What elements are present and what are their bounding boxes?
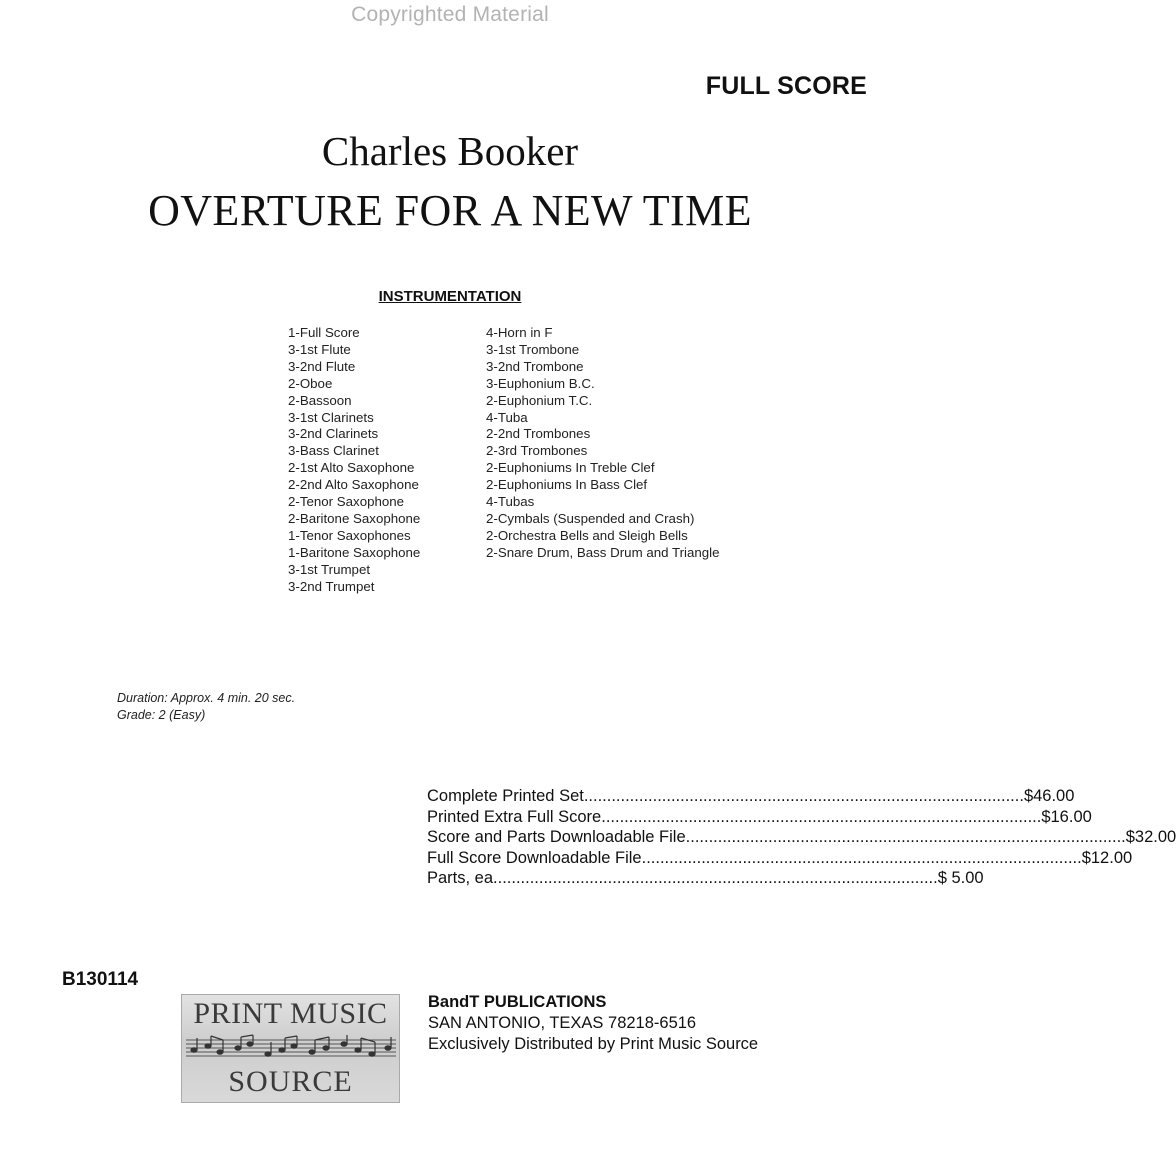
instrument-item: 2-Euphoniums In Treble Clef bbox=[486, 460, 655, 476]
instrument-item: 1-Tenor Saxophones bbox=[288, 527, 411, 543]
price-value: $32.00 bbox=[1125, 828, 1176, 847]
instrument-item: 3-1st Trombone bbox=[486, 341, 580, 357]
price-label: Printed Extra Full Score bbox=[427, 807, 602, 826]
leader-dots: ................................................................................................ bbox=[685, 828, 1126, 847]
instrument-item: 4-Horn in F bbox=[486, 325, 553, 340]
leader-dots: ................................................................................................ bbox=[583, 787, 1024, 805]
duration-text: Duration: Approx. 4 min. 20 sec. bbox=[117, 691, 296, 705]
instrument-item: 2-3rd Trombones bbox=[486, 443, 588, 459]
grade-text: Grade: 2 (Easy) bbox=[117, 708, 206, 722]
instrument-item: 4-Tubas bbox=[486, 494, 535, 510]
performance-info bbox=[117, 690, 295, 724]
instrument-item: 3-2nd Flute bbox=[288, 358, 356, 374]
instrument-item: 3-Bass Clarinet bbox=[288, 443, 379, 459]
price-label: Score and Parts Downloadable File bbox=[427, 828, 686, 847]
instrument-item: 2-Oboe bbox=[288, 375, 333, 391]
price-value: $46.00 bbox=[1023, 787, 1075, 805]
instrument-item: 3-Euphonium B.C. bbox=[486, 375, 595, 391]
instrument-item: 2-Cymbals (Suspended and Crash) bbox=[486, 510, 695, 526]
instrument-item: 2-Euphonium T.C. bbox=[486, 392, 593, 408]
music-staff-icon bbox=[186, 1034, 396, 1062]
instrumentation-left-column bbox=[288, 325, 420, 596]
price-list bbox=[427, 786, 1176, 889]
leader-dots: ................................................................................................ bbox=[601, 807, 1042, 826]
instrument-item: 1-Full Score bbox=[288, 325, 360, 340]
leader-dots: ................................................................................................ bbox=[497, 869, 938, 888]
instrument-item: 2-Bassoon bbox=[288, 392, 352, 408]
instrument-item: 2-2nd Alto Saxophone bbox=[288, 477, 419, 493]
instrument-item: 2-1st Alto Saxophone bbox=[288, 460, 415, 476]
instrument-item: 2-Euphoniums In Bass Clef bbox=[486, 477, 648, 493]
price-value: $ 5.00 bbox=[937, 869, 984, 888]
instrument-item: 2-Orchestra Bells and Sleigh Bells bbox=[486, 527, 688, 543]
logo-top-text: PRINT MUSIC bbox=[193, 997, 388, 1030]
price-value: $16.00 bbox=[1041, 807, 1092, 826]
logo-bottom-text: SOURCE bbox=[228, 1065, 353, 1098]
price-row bbox=[427, 848, 1133, 869]
publisher-info bbox=[428, 992, 758, 1055]
instrument-item: 1-Baritone Saxophone bbox=[288, 544, 421, 560]
print-music-source-logo bbox=[181, 994, 400, 1103]
instrument-item: 2-Tenor Saxophone bbox=[288, 494, 405, 510]
full-score-label: FULL SCORE bbox=[705, 72, 867, 100]
instrument-item: 2-Baritone Saxophone bbox=[288, 510, 421, 526]
price-row bbox=[427, 827, 1176, 848]
instrument-item: 3-1st Flute bbox=[288, 341, 351, 357]
instrument-item: 3-1st Clarinets bbox=[288, 409, 374, 425]
price-row bbox=[427, 786, 1075, 807]
instrument-item: 3-2nd Clarinets bbox=[288, 426, 379, 442]
instrument-item: 2-Snare Drum, Bass Drum and Triangle bbox=[486, 544, 720, 560]
instrumentation-right-column bbox=[486, 325, 720, 562]
publisher-address: SAN ANTONIO, TEXAS 78218-6516 bbox=[428, 1014, 697, 1032]
instrumentation-heading: INSTRUMENTATION bbox=[378, 288, 522, 305]
price-label: Full Score Downloadable File bbox=[427, 848, 642, 867]
instrument-item: 3-2nd Trombone bbox=[486, 358, 584, 374]
work-title: OVERTURE FOR A NEW TIME bbox=[148, 186, 752, 235]
price-value: $12.00 bbox=[1081, 848, 1133, 867]
distribution-note: Exclusively Distributed by Print Music Source bbox=[428, 1035, 759, 1053]
leader-dots: ................................................................................................ bbox=[641, 848, 1082, 867]
composer-name: Charles Booker bbox=[321, 128, 579, 174]
copyright-watermark: Copyrighted Material bbox=[351, 3, 549, 26]
publisher-name: BandT PUBLICATIONS bbox=[428, 993, 607, 1011]
price-label: Complete Printed Set bbox=[427, 787, 584, 805]
instrument-item: 3-1st Trumpet bbox=[288, 561, 371, 577]
catalog-number: B130114 bbox=[62, 969, 139, 990]
instrument-item: 4-Tuba bbox=[486, 409, 528, 425]
price-label: Parts, ea. bbox=[427, 869, 498, 888]
instrument-item: 2-2nd Trombones bbox=[486, 426, 591, 442]
price-row bbox=[427, 807, 1092, 828]
instrument-item: 3-2nd Trumpet bbox=[288, 578, 375, 594]
price-row bbox=[427, 868, 984, 889]
